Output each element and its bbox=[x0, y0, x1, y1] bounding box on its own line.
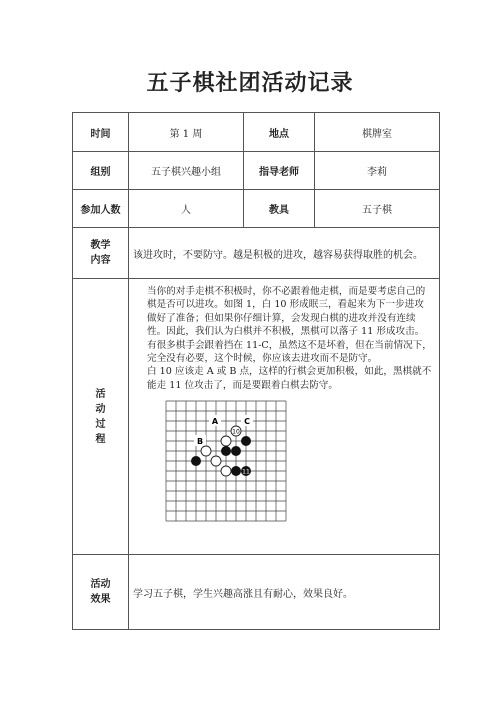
effect-label bbox=[73, 555, 129, 630]
participants-label: 参加人数 bbox=[73, 190, 129, 228]
participants-value: 人 bbox=[129, 190, 244, 228]
process-paragraph-2: 白 10 应该走 A 或 B 点，这样的行棋会更加积极，如此，黑棋就不能走 11 位攻击了，而是要跟着白棋去防守。 bbox=[147, 366, 432, 391]
process-cell bbox=[129, 279, 440, 555]
process-label bbox=[73, 279, 129, 555]
move-number-10: 10 bbox=[232, 428, 240, 436]
process-label-char: 程 bbox=[95, 433, 106, 445]
effect-label-line1: 活动 bbox=[90, 579, 111, 590]
black-stone bbox=[191, 456, 201, 466]
time-value: 第 1 周 bbox=[129, 113, 244, 152]
point-label-b: B bbox=[196, 437, 204, 447]
content-label bbox=[73, 228, 129, 279]
black-stone bbox=[231, 466, 241, 476]
white-stone bbox=[221, 466, 231, 476]
black-stone bbox=[221, 446, 231, 456]
teacher-value: 李莉 bbox=[315, 152, 440, 190]
point-label-c: C bbox=[244, 417, 250, 427]
tools-value: 五子棋 bbox=[315, 190, 440, 228]
process-label-char: 活 bbox=[95, 388, 106, 400]
process-paragraph-1: 当你的对手走棋不积极时，你不必跟着他走棋，而是要考虑自己的棋是否可以进攻。如图 1，白 10 形成眠三，看起来为下一步进攻做好了准备；但如果你仔细计算，会发现白棋的进攻并没有连续性。因此，我们认为白棋并不积极，黑棋可以落子 11 形成攻击。有很多棋手会跟着挡在 11-C，虽然这不是坏着，但在当前情况下，完全没有必要，这个时候，你应该去进攻而不是防守。 bbox=[147, 286, 432, 365]
effect-value: 学习五子棋，学生兴趣高涨且有耐心，效果良好。 bbox=[129, 555, 440, 630]
gomoku-board-diagram bbox=[165, 400, 290, 524]
effect-label-line2: 效果 bbox=[90, 594, 111, 605]
process-label-char: 过 bbox=[95, 418, 106, 430]
content-label-line2: 内容 bbox=[90, 255, 111, 266]
group-label: 组别 bbox=[73, 152, 129, 190]
board-grid bbox=[166, 401, 286, 521]
tools-label: 教具 bbox=[244, 190, 315, 228]
black-stone bbox=[241, 436, 251, 446]
point-label-a: A bbox=[211, 417, 219, 427]
white-stone bbox=[211, 456, 221, 466]
content-value: 该进攻时，不要防守。越是积极的进攻，越容易获得取胜的机会。 bbox=[129, 228, 440, 279]
time-label: 时间 bbox=[73, 113, 129, 152]
process-label-char: 动 bbox=[95, 403, 106, 415]
place-label: 地点 bbox=[244, 113, 315, 152]
page-title: 五子棋社团活动记录 bbox=[146, 71, 354, 96]
activity-record-table bbox=[72, 112, 440, 630]
teacher-label: 指导老师 bbox=[244, 152, 315, 190]
group-value: 五子棋兴趣小组 bbox=[129, 152, 244, 190]
content-label-line1: 教学 bbox=[90, 240, 111, 251]
white-stone bbox=[221, 436, 231, 446]
black-stone bbox=[231, 446, 241, 456]
place-value: 棋牌室 bbox=[315, 113, 440, 152]
move-number-11: 11 bbox=[242, 468, 250, 476]
white-stone bbox=[201, 446, 211, 456]
